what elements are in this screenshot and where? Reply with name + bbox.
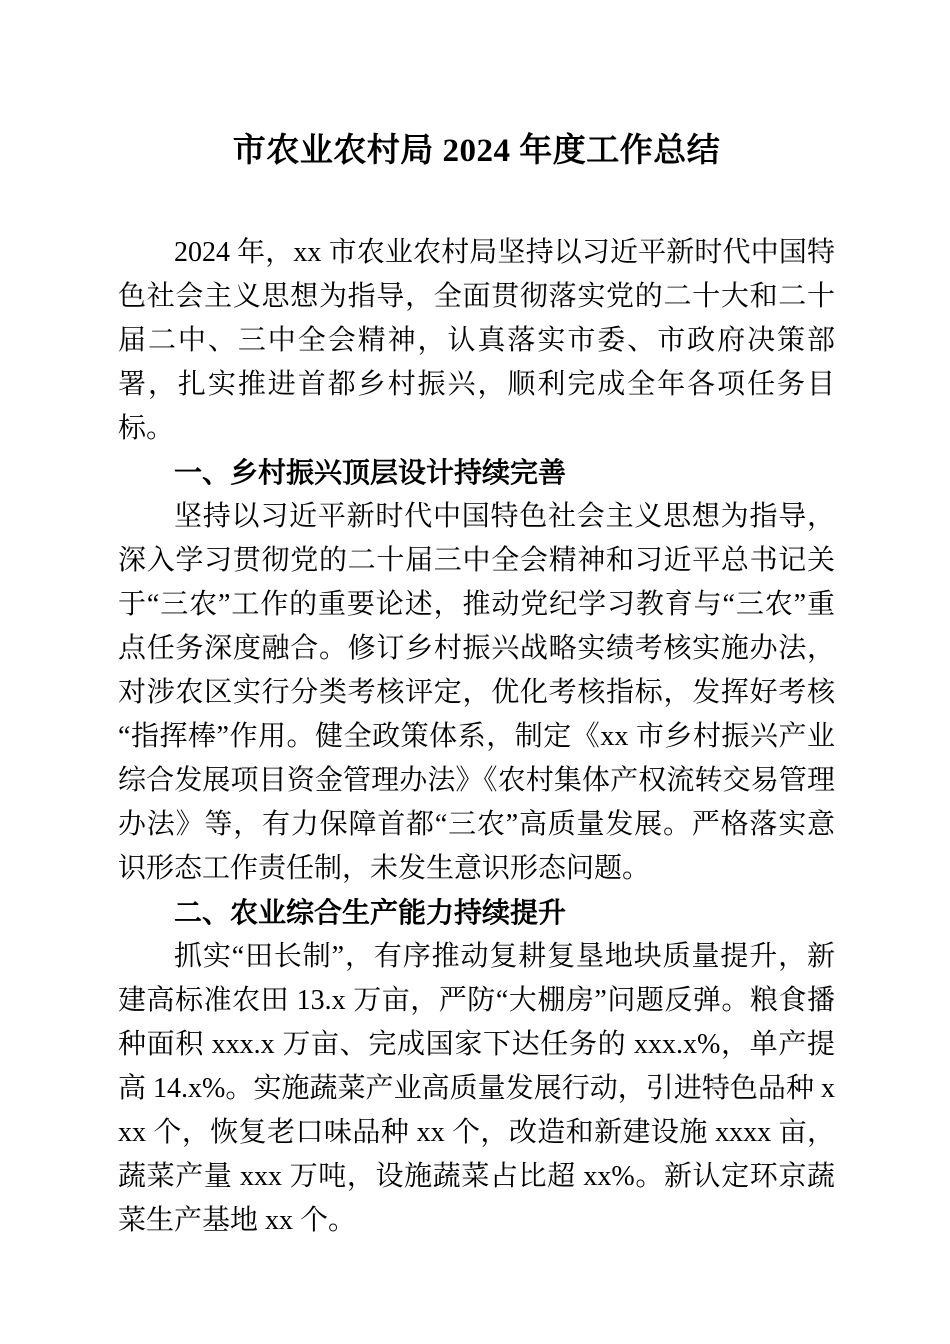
paragraph-section-2: 抓实“田长制”，有序推动复耕复垦地块质量提升，新建高标准农田 13.x 万亩，严防“大棚房”问题反弹。粮食播种面积 xxx.x 万亩、完成国家下达任务的 xxx.x%，单产提高 14.x%。实施蔬菜产业高质量发展行动，引进特色品种 xxx 个，恢复老口味品种 xx 个，改造和新建设施 xxxx 亩，蔬菜产量 xxx 万吨，设施蔬菜占比超 xx%。新认定环京蔬菜生产基地 xx 个。 [118,941,835,1236]
paragraph-intro: 2024 年，xx 市农业农村局坚持以习近平新时代中国特色社会主义思想为指导，全面贯彻落实党的二十大和二十届二中、三中全会精神，认真落实市委、市政府决策部署，扎实推进首都乡村振兴，顺利完成全年各项任务目标。 [118,237,835,444]
section-heading-2: 二、农业综合生产能力持续提升 [174,897,567,928]
document-title: 市农业农村局 2024 年度工作总结 [232,133,721,169]
paragraph-section-1: 坚持以习近平新时代中国特色社会主义思想为指导，深入学习贯彻党的二十届三中全会精神和习近平总书记关于“三农”工作的重要论述，推动党纪学习教育与“三农”重点任务深度融合。修订乡村振兴战略实绩考核实施办法，对涉农区实行分类考核评定，优化考核指标，发挥好考核“指挥棒”作用。健全政策体系，制定《xx 市乡村振兴产业综合发展项目资金管理办法》《农村集体产权流转交易管理办法》等，有力保障首都“三农”高质量发展。严格落实意识形态工作责任制，未发生意识形态问题。 [118,501,835,884]
document-body [118,231,835,1243]
section-heading-1: 一、乡村振兴顶层设计持续完善 [174,457,567,488]
